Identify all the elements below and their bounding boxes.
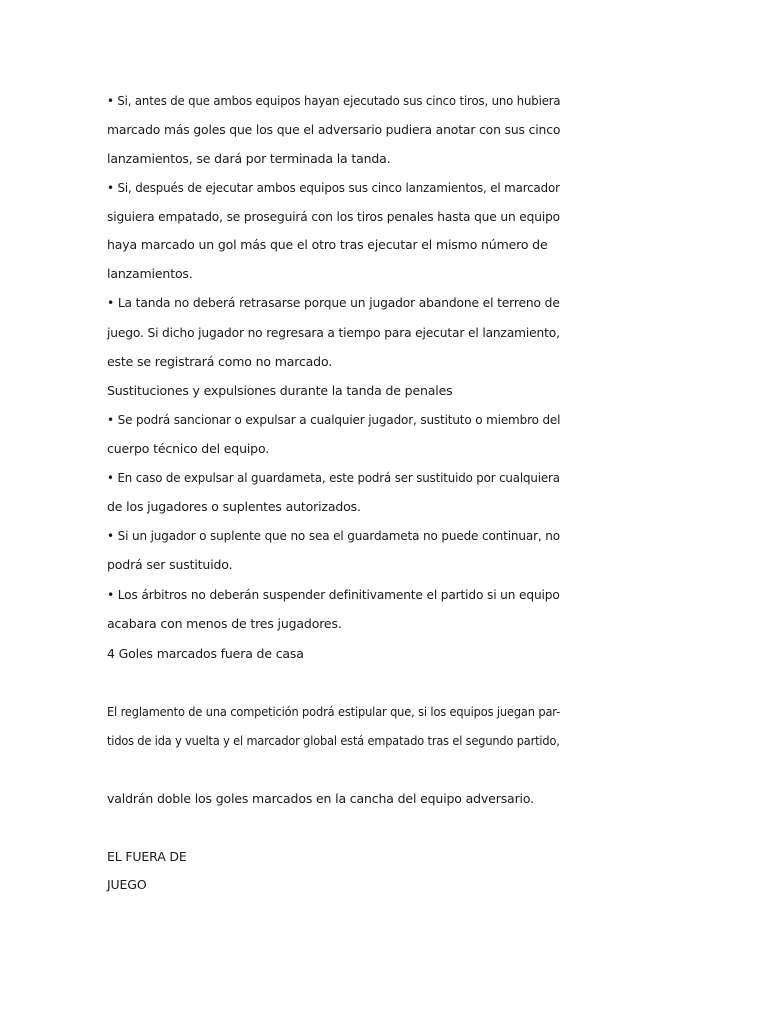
text-line: cuerpo técnico del equipo. bbox=[107, 441, 270, 456]
text-line: • La tanda no deberá retrasarse porque un jugador abandone el terreno de bbox=[107, 295, 560, 310]
text-line: • En caso de expulsar al guardameta, este podrá ser sustituido por cualquiera bbox=[107, 470, 560, 485]
text-line: podrá ser sustituido. bbox=[107, 557, 233, 572]
text-line: valdrán doble los goles marcados en la cancha del equipo adversario. bbox=[107, 791, 534, 806]
text-line: • Si un jugador o suplente que no sea el guardameta no puede continuar, no bbox=[107, 528, 560, 543]
text-line: juego. Si dicho jugador no regresara a tiempo para ejecutar el lanzamiento, bbox=[107, 325, 560, 340]
section-heading: 4 Goles marcados fuera de casa bbox=[107, 646, 304, 661]
text-line: marcado más goles que los que el adversario pudiera anotar con sus cinco bbox=[107, 122, 561, 137]
text-line: de los jugadores o suplentes autorizados. bbox=[107, 499, 361, 514]
text-line: El reglamento de una competición podrá estipular que, si los equipos juegan par- bbox=[107, 704, 561, 719]
section-heading: Sustituciones y expulsiones durante la tanda de penales bbox=[107, 383, 453, 398]
text-line: • Se podrá sancionar o expulsar a cualquier jugador, sustituto o miembro del bbox=[107, 412, 561, 427]
text-line: lanzamientos, se dará por terminada la tanda. bbox=[107, 151, 391, 166]
text-line: tidos de ida y vuelta y el marcador global está empatado tras el segundo partido, bbox=[107, 733, 560, 748]
chapter-heading: EL FUERA DE bbox=[107, 849, 187, 864]
text-line: este se registrará como no marcado. bbox=[107, 354, 333, 369]
text-line: • Si, antes de que ambos equipos hayan ejecutado sus cinco tiros, uno hubiera bbox=[107, 93, 561, 108]
chapter-heading: JUEGO bbox=[107, 877, 147, 892]
text-line: acabara con menos de tres jugadores. bbox=[107, 616, 342, 631]
text-line: siguiera empatado, se proseguirá con los tiros penales hasta que un equipo bbox=[107, 209, 560, 224]
text-line: • Si, después de ejecutar ambos equipos sus cinco lanzamientos, el marcador bbox=[107, 180, 560, 195]
text-line: haya marcado un gol más que el otro tras ejecutar el mismo número de bbox=[107, 237, 548, 252]
text-line: • Los árbitros no deberán suspender definitivamente el partido si un equipo bbox=[107, 587, 560, 602]
text-line: lanzamientos. bbox=[107, 266, 193, 281]
